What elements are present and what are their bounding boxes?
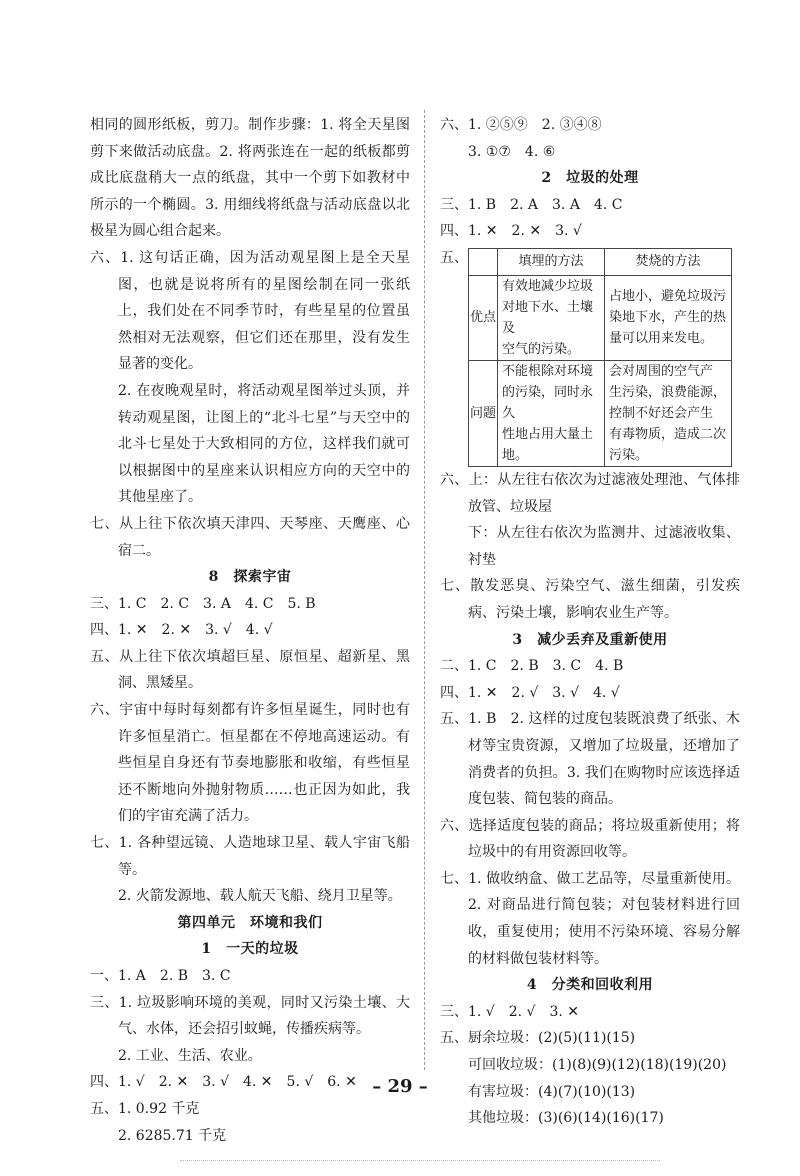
- answer-item: 七、1. 做收纳盒、做工艺品等，尽量重新使用。2. 对商品进行简包装；对包装材料进行回收，重复使用；使用不污染环境、容易分解的材料做包装材料等。: [440, 870, 740, 967]
- answer-subitem: 2. 6285.71 千克: [118, 1127, 227, 1144]
- answer-item: 四、1. √ 2. ✕ 3. √ 4. ✕ 5. √ 6. ✕: [90, 1074, 357, 1091]
- table-block: [440, 245, 740, 467]
- answer-item: 三、1. √ 2. √ 3. ✕: [440, 1003, 579, 1020]
- answer-item: 五、1. B 2. 这样的过度包装既浪费了纸张、木材等宝贵资源，又增加了垃圾量，还增加了消费者的负担。3. 我们在购物时应该选择适度包装、简包装的商品。: [440, 711, 740, 808]
- answer-item: 四、1. ✕ 2. ✕ 3. √ 4. √: [90, 622, 273, 639]
- answer-item: 七、散发恶臭、污染空气、滋生细菌，引发疾病、污染土壤，影响农业生产等。: [440, 578, 740, 621]
- answer-subitem: 下：从左往右依次为监测井、过滤液收集、衬垫: [468, 525, 740, 568]
- answer-item: 三、1. C 2. C 3. A 4. C 5. B: [90, 595, 316, 612]
- section-heading: 第四单元 环境和我们: [177, 914, 323, 931]
- table-row-advantages: [469, 275, 732, 360]
- answer-item: 六、1. ②⑤⑨ 2. ③④⑧: [440, 117, 602, 133]
- cell-incineration-problems: 会对周围的空气产 生污染，浪费能源， 控制不好还会产生 有毒物质，造成二次 污染。: [605, 360, 732, 466]
- answer-subitem: 2. 在夜晚观星时，将活动观星图举过头顶，并转动观星图，让图上的“北斗七星”与天空中的北斗七星处于大致相同的方位，这样我们就可以根据图中的星座来认识相应方向的天空中的其他星座了。: [118, 382, 410, 506]
- column-divider: [424, 110, 425, 1070]
- header-landfill: 填埋的方法: [498, 248, 605, 275]
- header-incineration: 焚烧的方法: [605, 248, 732, 275]
- right-bottom-answers: [440, 467, 740, 1132]
- answer-item: 五、从上往下依次填超巨星、原恒星、超新星、黑洞、黑矮星。: [90, 648, 410, 692]
- table-question-label: 五、: [440, 249, 468, 266]
- comparison-table: [468, 248, 732, 467]
- right-column: [440, 112, 740, 1132]
- answer-item: 三、1. B 2. A 3. A 4. C: [440, 196, 623, 213]
- cell-landfill-problems: 不能根除对环境 的污染，同时永久 性地占用大量土 地。: [498, 360, 605, 466]
- section-heading: 1 一天的垃圾: [201, 941, 299, 958]
- answer-subitem: 3. ①⑦ 4. ⑥: [468, 143, 556, 160]
- answer-subitem: 有害垃圾：(4)(7)(10)(13): [468, 1083, 636, 1100]
- section-heading: 8 探索宇宙: [208, 569, 292, 586]
- table-row-problems: [469, 360, 732, 466]
- bottom-edge-artifact: [180, 1160, 660, 1164]
- row-label-problems: 问题: [469, 360, 498, 466]
- left-column: [90, 112, 410, 1149]
- answer-item: 六、1. 这句话正确，因为活动观星图上是全天星图，也就是说将所有的星图绘制在同一张纸上，我们处在不同季节时，有些星星的位置虽然相对无法观察，但它们还在那里，没有发生显著的变化。: [90, 249, 410, 373]
- answer-item: 二、1. C 2. B 3. C 4. B: [440, 658, 624, 675]
- answer-continuation: 相同的圆形纸板，剪刀。制作步骤：1. 将全天星图剪下来做活动底盘。2. 将两张连在一起的纸板都剪成比底盘稍大一点的纸盘，其中一个剪下如教材中所示的一个椭圆。3. 用细线将纸盘与活动底盘以北极星为圆心组合起来。: [90, 117, 410, 240]
- answer-subitem: 可回收垃圾：(1)(8)(9)(12)(18)(19)(20): [468, 1057, 727, 1074]
- answer-item: 七、1. 各种望远镜、人造地球卫星、载人宇宙飞船等。: [90, 835, 410, 878]
- answer-item: 三、1. 垃圾影响环境的美观，同时又污染土壤、大气、水体，还会招引蚊蝇，传播疾病等。: [90, 994, 410, 1038]
- answer-subitem: 2. 工业、生活、农业。: [118, 1047, 262, 1064]
- table-header-row: [469, 248, 732, 275]
- right-top-answers: [440, 112, 740, 245]
- answer-subitem: 其他垃圾：(3)(6)(14)(16)(17): [468, 1110, 664, 1127]
- answer-item: 六、选择适度包装的商品；将垃圾重新使用；将垃圾中的有用资源回收等。: [440, 817, 740, 861]
- table-corner-cell: [469, 248, 498, 275]
- cell-landfill-advantages: 有效地减少垃圾 对地下水、土壤及 空气的污染。: [498, 275, 605, 360]
- answer-subitem: 2. 火箭发源地、载人航天飞船、绕月卫星等。: [118, 888, 402, 905]
- answer-item: 六、宇宙中每时每刻都有许多恒星诞生，同时也有许多恒星消亡。恒星都在不停地高速运动。有些恒星自身还有节奏地膨胀和收缩，有些恒星还不断地向外抛射物质……也正因为如此，我们的宇宙充满了活力。: [90, 702, 410, 825]
- row-label-advantages: 优点: [469, 275, 498, 360]
- section-heading: 4 分类和回收利用: [526, 977, 654, 994]
- cell-incineration-advantages: 占地小，避免垃圾污 染地下水，产生的热 量可以用来发电。: [605, 275, 732, 360]
- page-number: – 29 –: [372, 1076, 428, 1097]
- answer-item: 六、上：从左往右依次为过滤液处理池、气体排放管、垃圾屋: [440, 471, 740, 515]
- section-heading: 2 垃圾的处理: [541, 170, 639, 187]
- answer-item: 四、1. ✕ 2. ✕ 3. √: [440, 223, 582, 240]
- section-heading: 3 减少丢弃及重新使用: [512, 631, 668, 648]
- answer-item: 五、1. 0.92 千克: [90, 1100, 200, 1117]
- answer-item: 五、厨余垃圾：(2)(5)(11)(15): [440, 1030, 636, 1047]
- answer-item: 一、1. A 2. B 3. C: [90, 968, 231, 984]
- answer-item: 四、1. ✕ 2. √ 3. √ 4. √: [440, 684, 620, 701]
- answer-item: 七、从上往下依次填天津四、天琴座、天鹰座、心宿二。: [90, 515, 410, 559]
